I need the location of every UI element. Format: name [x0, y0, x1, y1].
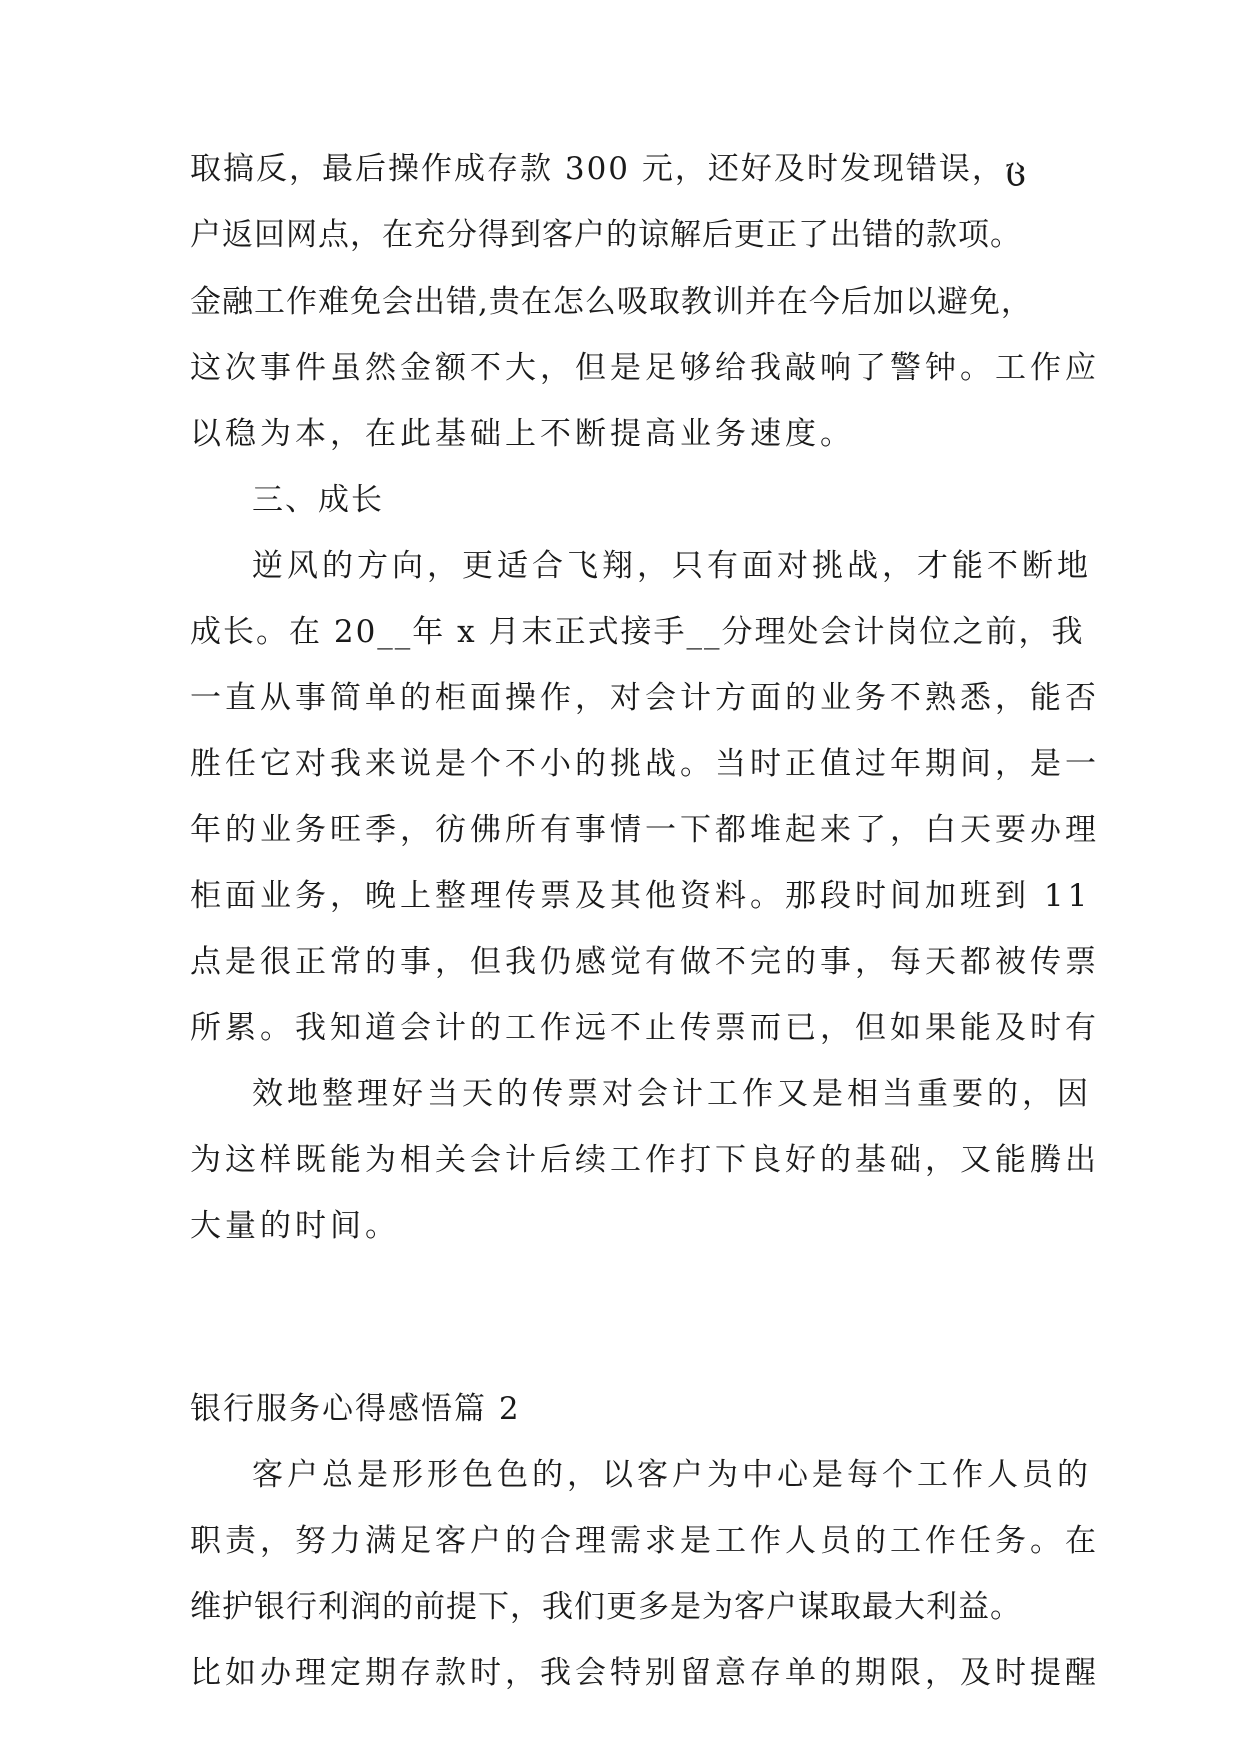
paragraph-line: 这次事件虽然金额不大，但是足够给我敲响了警钟。工作应: [190, 350, 1100, 386]
paragraph-line: 胜任它对我来说是个不小的挑战。当时正值过年期间，是一: [190, 746, 1100, 782]
paragraph-line: 维护银行利润的前提下，我们更多是为客户谋取最大利益。: [190, 1589, 1022, 1625]
paragraph-line: 所累。我知道会计的工作远不止传票而已，但如果能及时有: [190, 1010, 1100, 1046]
paragraph-line: 以稳为本，在此基础上不断提高业务速度。: [190, 416, 855, 452]
paragraph-line: 取搞反，最后操作成存款 300 元，还好及时发现错误，ც: [190, 151, 1028, 187]
paragraph-line: 户返回网点，在充分得到客户的谅解后更正了出错的款项。: [190, 217, 1022, 253]
paragraph-line: 点是很正常的事，但我仍感觉有做不完的事，每天都被传票: [190, 944, 1100, 980]
paragraph-line: 柜面业务，晚上整理传票及其他资料。那段时间加班到 11: [190, 878, 1092, 914]
article-title: 银行服务心得感悟篇 2: [190, 1391, 521, 1427]
paragraph-line: 年的业务旺季，彷佛所有事情一下都堆起来了，白天要办理: [190, 812, 1100, 848]
paragraph-line: 一直从事简单的柜面操作，对会计方面的业务不熟悉，能否: [190, 680, 1100, 716]
paragraph-line: 为这样既能为相关会计后续工作打下良好的基础，又能腾出: [190, 1142, 1100, 1178]
paragraph-line: 职责，努力满足客户的合理需求是工作人员的工作任务。在: [190, 1523, 1100, 1559]
paragraph-line: 客户总是形形色色的，以客户为中心是每个工作人员的: [252, 1457, 1092, 1493]
paragraph-line: 效地整理好当天的传票对会计工作又是相当重要的，因: [252, 1076, 1092, 1112]
paragraph-line: 大量的时间。: [190, 1208, 400, 1244]
section-heading: 三、成长: [252, 482, 384, 518]
paragraph-line: 成长。在 20__年 x 月末正式接手__分理处会计岗位之前，我: [190, 614, 1085, 650]
paragraph-line: 逆风的方向，更适合飞翔，只有面对挑战，才能不断地: [252, 548, 1092, 584]
paragraph-line: 金融工作难免会出错,贵在怎么吸取教训并在今后加以避免，: [190, 284, 1033, 320]
paragraph-line: 比如办理定期存款时，我会特别留意存单的期限，及时提醒: [190, 1655, 1100, 1691]
